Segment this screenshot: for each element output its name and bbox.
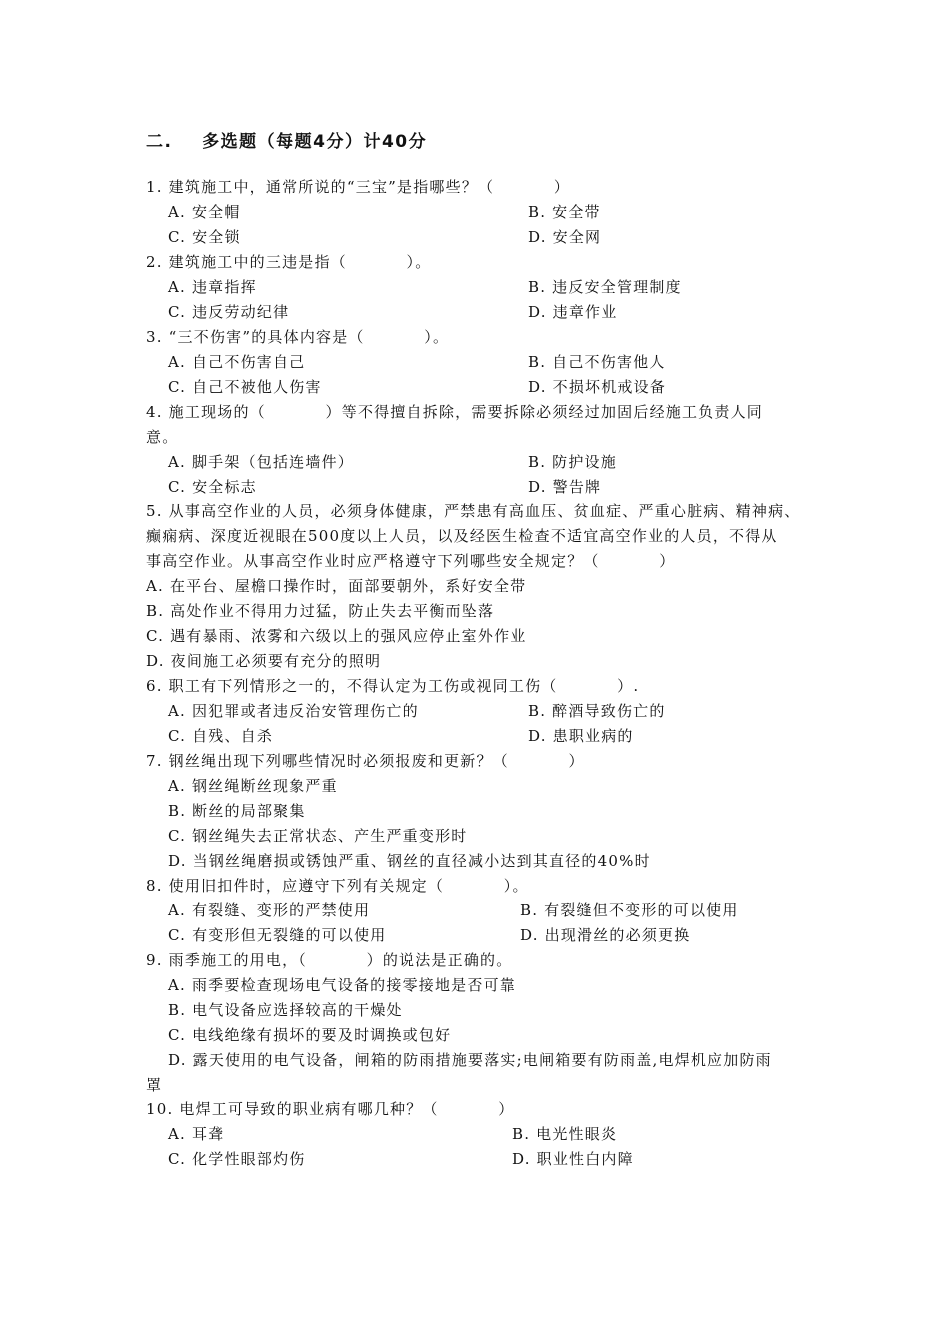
question-2-stem: 2. 建筑施工中的三违是指（ ）。 (146, 253, 432, 271)
question-7-option-c: C. 钢丝绳失去正常状态、产生严重变形时 (168, 827, 468, 845)
question-6-option-a: A. 因犯罪或者违反治安管理伤亡的 (168, 702, 419, 720)
question-10-option-b: B. 电光性眼炎 (512, 1125, 618, 1143)
question-3-option-a: A. 自己不伤害自己 (168, 353, 306, 371)
question-8-option-d: D. 出现滑丝的必须更换 (520, 926, 691, 944)
question-10-option-d: D. 职业性白内障 (512, 1150, 634, 1168)
section-title: 二. 多选题（每题4分）计40分 (146, 132, 428, 152)
question-9-option-d-line-2: 罩 (146, 1076, 163, 1094)
question-1-stem: 1. 建筑施工中，通常所说的“三宝”是指哪些？（ ） (146, 178, 571, 196)
question-10-stem: 10. 电焊工可导致的职业病有哪几种？（ ） (146, 1100, 515, 1118)
question-8-option-b: B. 有裂缝但不变形的可以使用 (520, 901, 739, 919)
question-3-stem: 3. “三不伤害”的具体内容是（ ）。 (146, 328, 450, 346)
question-1-option-a: A. 安全帽 (168, 203, 241, 221)
question-4-stem-line-1: 4. 施工现场的（ ）等不得擅自拆除，需要拆除必须经过加固后经施工负责人同 (146, 403, 763, 421)
question-4-option-d: D. 警告牌 (528, 478, 602, 496)
question-7-option-a: A. 钢丝绳断丝现象严重 (168, 777, 338, 795)
question-5-stem-line-1: 5. 从事高空作业的人员，必须身体健康，严禁患有高血压、贫血症、严重心脏病、精神病、 (146, 502, 801, 520)
question-3-option-d: D. 不损坏机戒设备 (528, 378, 667, 396)
question-4-option-b: B. 防护设施 (528, 453, 617, 471)
question-6-stem: 6. 职工有下列情形之一的，不得认定为工伤或视同工伤（ ）. (146, 677, 640, 695)
question-9-option-c: C. 电线绝缘有损坏的要及时调换或包好 (168, 1026, 452, 1044)
question-5-option-c: C. 遇有暴雨、浓雾和六级以上的强风应停止室外作业 (146, 627, 527, 645)
question-5-option-d: D. 夜间施工必须要有充分的照明 (146, 652, 382, 670)
question-3-option-c: C. 自己不被他人伤害 (168, 378, 322, 396)
question-2-option-d: D. 违章作业 (528, 303, 618, 321)
question-2-option-c: C. 违反劳动纪律 (168, 303, 290, 321)
question-4-stem-line-2: 意。 (146, 428, 179, 446)
question-8-stem: 8. 使用旧扣件时，应遵守下列有关规定（ ）。 (146, 877, 529, 895)
question-5-option-b: B. 高处作业不得用力过猛，防止失去平衡而坠落 (146, 602, 495, 620)
question-2-option-b: B. 违反安全管理制度 (528, 278, 682, 296)
question-4-option-c: C. 安全标志 (168, 478, 257, 496)
question-9-option-d-line-1: D. 露天使用的电气设备，闸箱的防雨措施要落实;电闸箱要有防雨盖,电焊机应加防雨 (168, 1051, 772, 1069)
question-7-stem: 7. 钢丝绳出现下列哪些情况时必须报废和更新？（ ） (146, 752, 585, 770)
question-7-option-b: B. 断丝的局部聚集 (168, 802, 306, 820)
question-1-option-c: C. 安全锁 (168, 228, 241, 246)
question-9-stem: 9. 雨季施工的用电，（ ）的说法是正确的。 (146, 951, 513, 969)
question-8-option-a: A. 有裂缝、变形的严禁使用 (168, 901, 371, 919)
question-10-option-a: A. 耳聋 (168, 1125, 225, 1143)
question-9-option-b: B. 电气设备应选择较高的干燥处 (168, 1001, 403, 1019)
question-5-option-a: A. 在平台、屋檐口操作时，面部要朝外，系好安全带 (146, 577, 527, 595)
question-1-option-b: B. 安全带 (528, 203, 601, 221)
question-5-stem-line-3: 事高空作业。从事高空作业时应严格遵守下列哪些安全规定？（ ） (146, 552, 676, 570)
question-9-option-a: A. 雨季要检查现场电气设备的接零接地是否可靠 (168, 976, 516, 994)
question-5-stem-line-2: 癫痫病、深度近视眼在500度以上人员，以及经医生检查不适宜高空作业的人员，不得从 (146, 527, 778, 545)
question-10-option-c: C. 化学性眼部灼伤 (168, 1150, 306, 1168)
question-8-option-c: C. 有变形但无裂缝的可以使用 (168, 926, 387, 944)
question-6-option-b: B. 醉酒导致伤亡的 (528, 702, 666, 720)
question-2-option-a: A. 违章指挥 (168, 278, 257, 296)
question-7-option-d: D. 当钢丝绳磨损或锈蚀严重、钢丝的直径减小达到其直径的40%时 (168, 852, 651, 870)
question-6-option-c: C. 自残、自杀 (168, 727, 274, 745)
question-3-option-b: B. 自己不伤害他人 (528, 353, 666, 371)
question-6-option-d: D. 患职业病的 (528, 727, 634, 745)
question-1-option-d: D. 安全网 (528, 228, 602, 246)
question-4-option-a: A. 脚手架（包括连墙件） (168, 453, 354, 471)
